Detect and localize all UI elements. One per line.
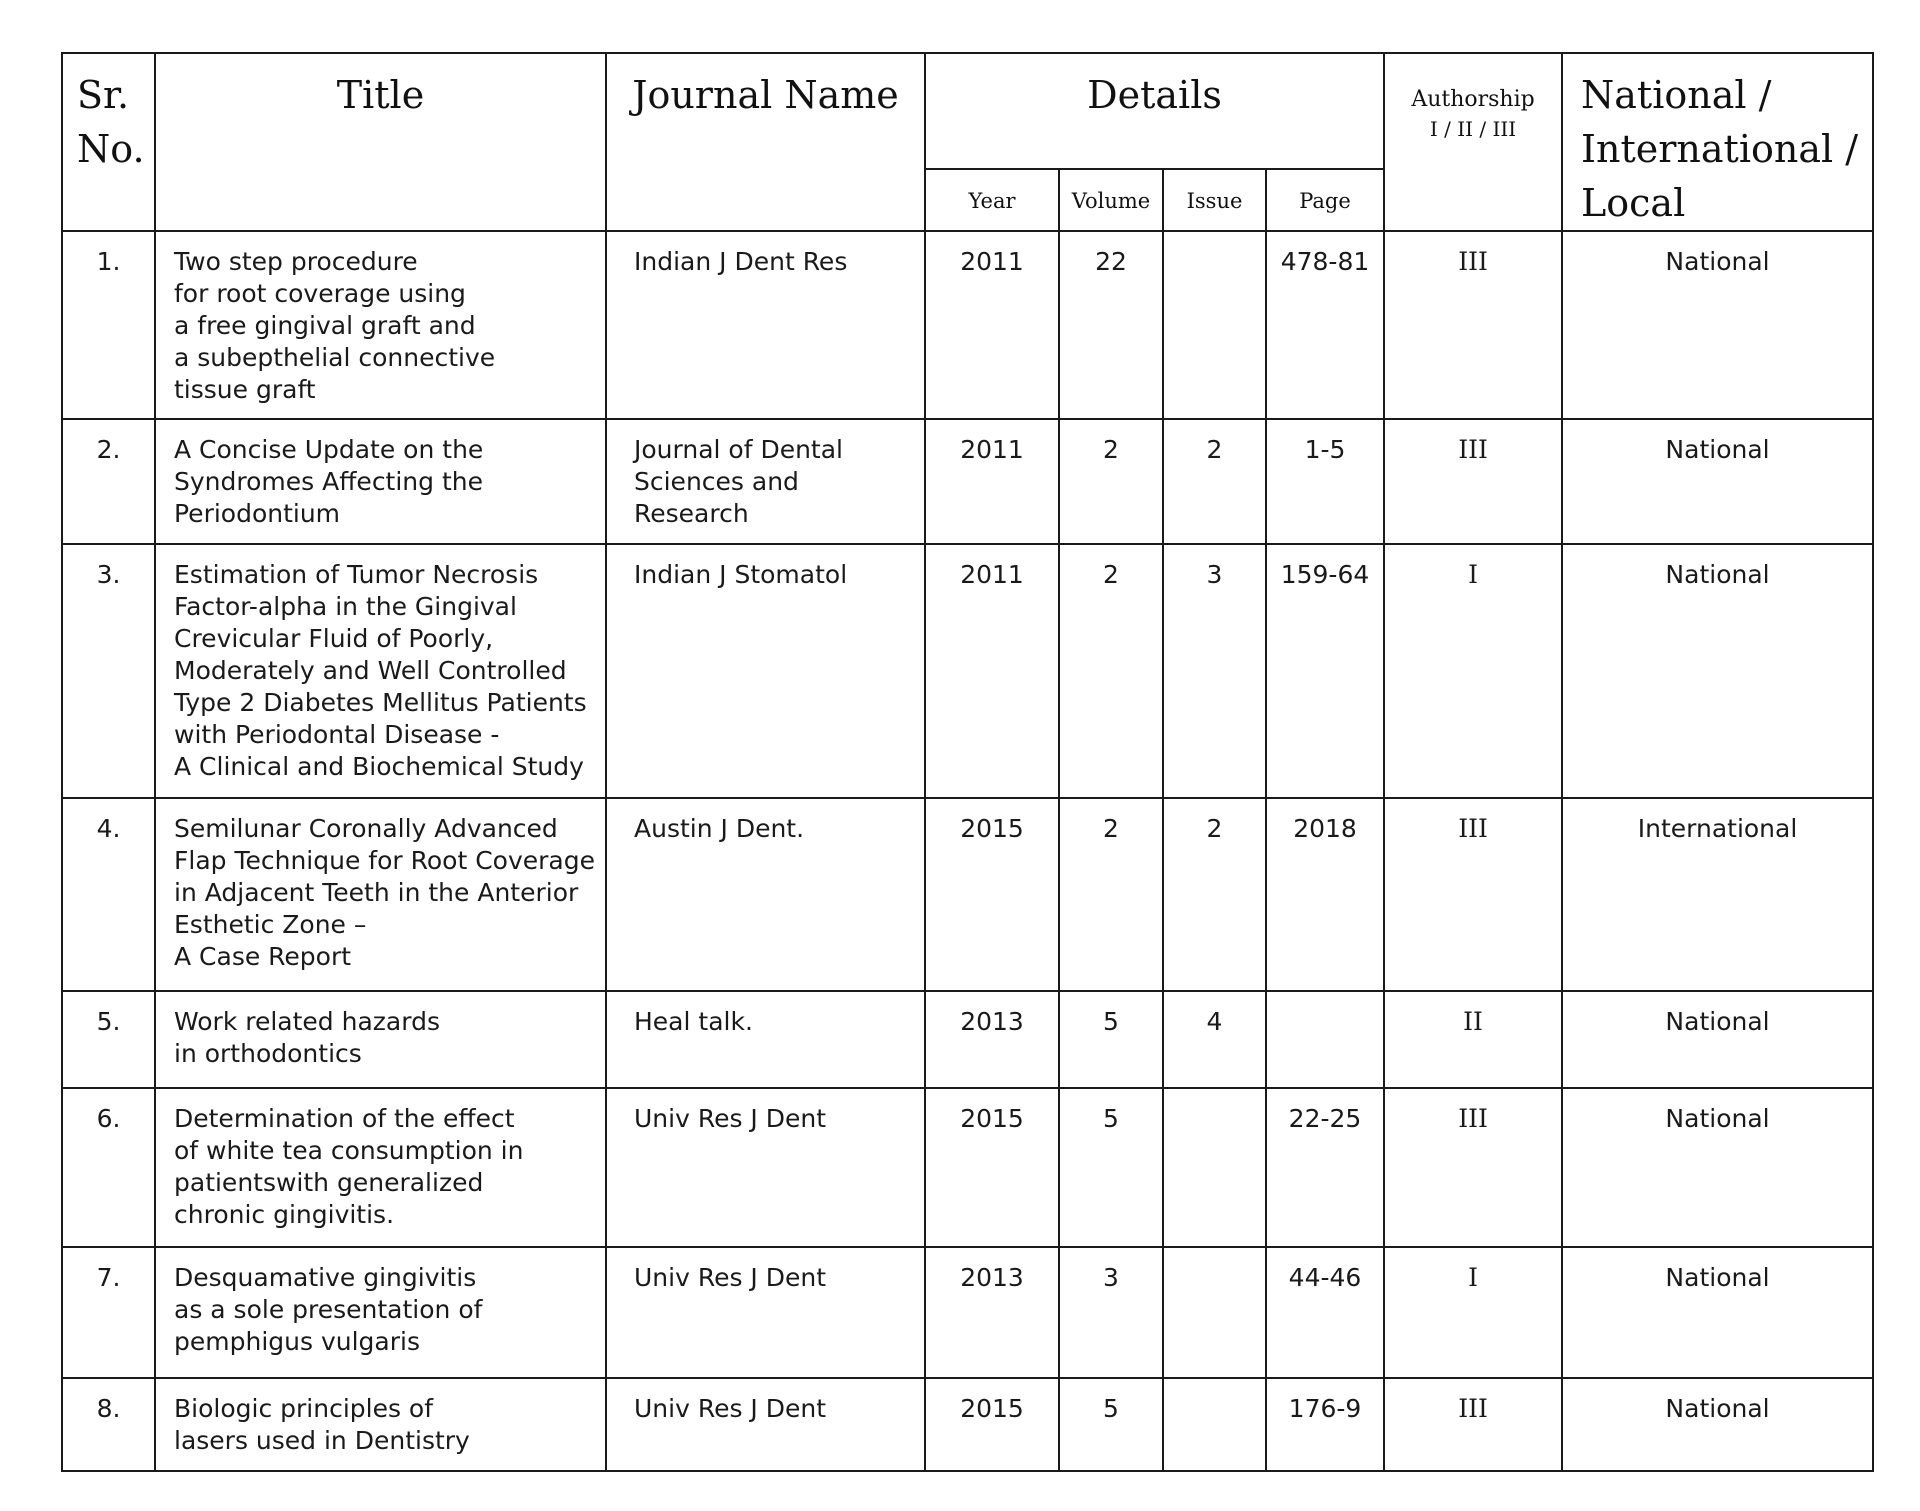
cell-journal: Heal talk. bbox=[606, 991, 925, 1088]
cell-scope: National bbox=[1562, 544, 1873, 798]
cell-page: 22-25 bbox=[1266, 1088, 1384, 1247]
cell-volume: 3 bbox=[1059, 1247, 1163, 1378]
cell-sr-no: 4. bbox=[62, 798, 155, 991]
cell-authorship: III bbox=[1384, 419, 1562, 544]
cell-year: 2015 bbox=[925, 1378, 1059, 1471]
cell-journal: Univ Res J Dent bbox=[606, 1378, 925, 1471]
cell-authorship: II bbox=[1384, 991, 1562, 1088]
cell-title: Desquamative gingivitis as a sole presentation of pemphigus vulgaris bbox=[155, 1247, 606, 1378]
cell-title: Semilunar Coronally Advanced Flap Technique for Root Coverage in Adjacent Teeth in the Anterior Esthetic Zone – A Case Report bbox=[155, 798, 606, 991]
header-authorship-levels: I / II / III bbox=[1429, 117, 1517, 141]
cell-year: 2011 bbox=[925, 544, 1059, 798]
cell-journal: Indian J Dent Res bbox=[606, 231, 925, 419]
cell-journal: Univ Res J Dent bbox=[606, 1088, 925, 1247]
cell-scope: National bbox=[1562, 231, 1873, 419]
cell-page: 176-9 bbox=[1266, 1378, 1384, 1471]
cell-year: 2015 bbox=[925, 798, 1059, 991]
cell-title: A Concise Update on the Syndromes Affecting the Periodontium bbox=[155, 419, 606, 544]
cell-year: 2013 bbox=[925, 1247, 1059, 1378]
cell-scope: National bbox=[1562, 419, 1873, 544]
header-page: Page bbox=[1266, 169, 1384, 231]
table-body bbox=[62, 231, 1873, 1471]
header-details: Details bbox=[925, 53, 1384, 169]
table-row bbox=[62, 798, 1873, 991]
cell-scope: National bbox=[1562, 1247, 1873, 1378]
cell-sr-no: 6. bbox=[62, 1088, 155, 1247]
table-row bbox=[62, 231, 1873, 419]
cell-volume: 2 bbox=[1059, 798, 1163, 991]
cell-sr-no: 7. bbox=[62, 1247, 155, 1378]
cell-sr-no: 3. bbox=[62, 544, 155, 798]
cell-journal: Austin J Dent. bbox=[606, 798, 925, 991]
cell-journal: Journal of Dental Sciences and Research bbox=[606, 419, 925, 544]
cell-title: Work related hazards in orthodontics bbox=[155, 991, 606, 1088]
cell-year: 2015 bbox=[925, 1088, 1059, 1247]
header-year: Year bbox=[925, 169, 1059, 231]
publications-table bbox=[61, 52, 1874, 1472]
table-row bbox=[62, 1247, 1873, 1378]
header-journal-name: Journal Name bbox=[606, 53, 925, 231]
cell-authorship: III bbox=[1384, 231, 1562, 419]
cell-issue: 2 bbox=[1163, 798, 1266, 991]
header-scope: National / International / Local bbox=[1562, 53, 1873, 231]
cell-authorship: I bbox=[1384, 544, 1562, 798]
cell-issue: 4 bbox=[1163, 991, 1266, 1088]
cell-year: 2011 bbox=[925, 231, 1059, 419]
cell-page bbox=[1266, 991, 1384, 1088]
cell-scope: International bbox=[1562, 798, 1873, 991]
cell-issue bbox=[1163, 1378, 1266, 1471]
cell-sr-no: 8. bbox=[62, 1378, 155, 1471]
cell-page: 478-81 bbox=[1266, 231, 1384, 419]
cell-scope: National bbox=[1562, 1378, 1873, 1471]
cell-issue bbox=[1163, 1247, 1266, 1378]
header-authorship bbox=[1384, 53, 1562, 231]
cell-authorship: III bbox=[1384, 1088, 1562, 1247]
cell-issue bbox=[1163, 231, 1266, 419]
cell-authorship: III bbox=[1384, 798, 1562, 991]
cell-issue bbox=[1163, 1088, 1266, 1247]
header-volume: Volume bbox=[1059, 169, 1163, 231]
cell-scope: National bbox=[1562, 1088, 1873, 1247]
cell-title: Two step procedure for root coverage using a free gingival graft and a subepthelial connective tissue graft bbox=[155, 231, 606, 419]
cell-title: Estimation of Tumor Necrosis Factor-alpha in the Gingival Crevicular Fluid of Poorly, Moderately and Well Controlled Type 2 Diabetes Mellitus Patients with Periodontal Disease - A Clinical and Biochemical Study bbox=[155, 544, 606, 798]
cell-authorship: III bbox=[1384, 1378, 1562, 1471]
cell-issue: 3 bbox=[1163, 544, 1266, 798]
cell-year: 2011 bbox=[925, 419, 1059, 544]
cell-title: Biologic principles of lasers used in Dentistry bbox=[155, 1378, 606, 1471]
cell-scope: National bbox=[1562, 991, 1873, 1088]
cell-volume: 2 bbox=[1059, 544, 1163, 798]
cell-volume: 5 bbox=[1059, 991, 1163, 1088]
table-row bbox=[62, 1378, 1873, 1471]
table-row bbox=[62, 419, 1873, 544]
cell-volume: 5 bbox=[1059, 1378, 1163, 1471]
table-row bbox=[62, 1088, 1873, 1247]
cell-authorship: I bbox=[1384, 1247, 1562, 1378]
cell-sr-no: 2. bbox=[62, 419, 155, 544]
cell-sr-no: 5. bbox=[62, 991, 155, 1088]
cell-page: 1-5 bbox=[1266, 419, 1384, 544]
header-title: Title bbox=[155, 53, 606, 231]
cell-issue: 2 bbox=[1163, 419, 1266, 544]
cell-year: 2013 bbox=[925, 991, 1059, 1088]
cell-title: Determination of the effect of white tea consumption in patientswith generalized chronic gingivitis. bbox=[155, 1088, 606, 1247]
cell-page: 44-46 bbox=[1266, 1247, 1384, 1378]
header-sr-no: Sr. No. bbox=[62, 53, 155, 231]
table-header bbox=[62, 53, 1873, 231]
cell-volume: 5 bbox=[1059, 1088, 1163, 1247]
cell-page: 2018 bbox=[1266, 798, 1384, 991]
table-row bbox=[62, 544, 1873, 798]
cell-volume: 22 bbox=[1059, 231, 1163, 419]
cell-sr-no: 1. bbox=[62, 231, 155, 419]
table-row bbox=[62, 991, 1873, 1088]
cell-journal: Indian J Stomatol bbox=[606, 544, 925, 798]
header-authorship-label: Authorship bbox=[1411, 87, 1535, 112]
cell-volume: 2 bbox=[1059, 419, 1163, 544]
cell-page: 159-64 bbox=[1266, 544, 1384, 798]
header-issue: Issue bbox=[1163, 169, 1266, 231]
cell-journal: Univ Res J Dent bbox=[606, 1247, 925, 1378]
